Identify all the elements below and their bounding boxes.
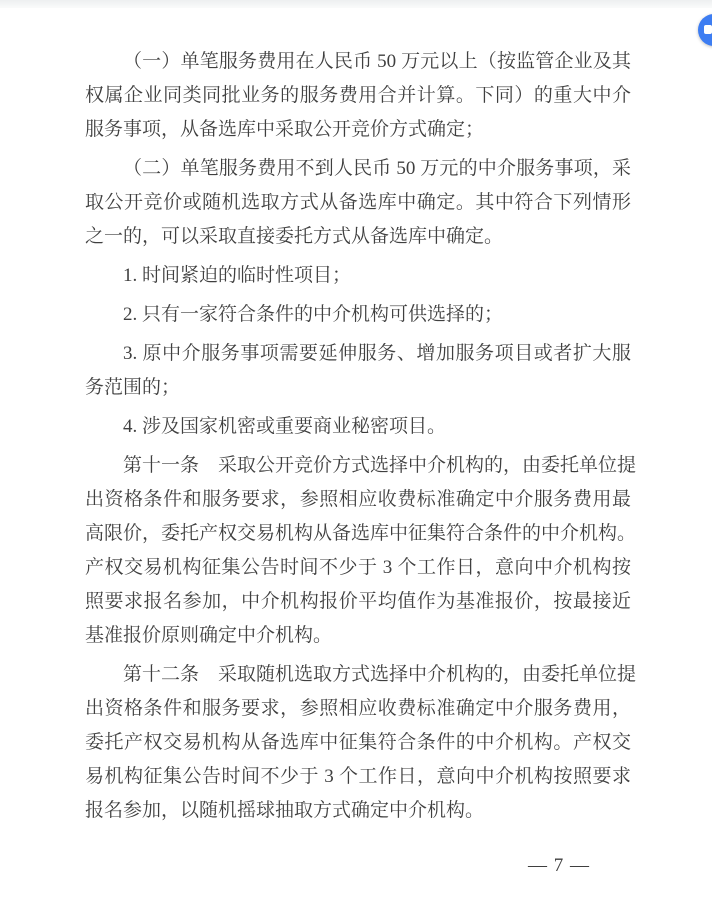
text-line: 3. 原中介服务事项需要延伸服务、增加服务项目或者扩大服 (123, 343, 631, 364)
widget-icon (704, 25, 712, 34)
paragraph (85, 658, 637, 828)
text-line: 第十二条 采取随机选取方式选择中介机构的，由委托单位提 (123, 664, 637, 685)
paragraph (85, 259, 631, 293)
paragraph (85, 152, 631, 254)
paragraph (85, 410, 631, 444)
text-line: 委托产权交易机构从备选库中征集符合条件的中介机构。产权交 (85, 732, 631, 753)
text-line: 易机构征集公告时间不少于 3 个工作日，意向中介机构按照要求 (85, 766, 631, 787)
text-line: （二）单笔服务费用不到人民币 50 万元的中介服务事项，采 (123, 158, 631, 179)
paragraph (85, 298, 631, 332)
text-line: 照要求报名参加，中介机构报价平均值作为基准报价，按最接近 (85, 591, 631, 612)
text-line: 之一的，可以采取直接委托方式从备选库中确定。 (85, 226, 504, 247)
paragraph (85, 337, 631, 405)
page-number: — 7 — (528, 855, 590, 876)
text-line: 产权交易机构征集公告时间不少于 3 个工作日，意向中介机构按 (85, 557, 631, 578)
text-line: 第十一条 采取公开竞价方式选择中介机构的，由委托单位提 (123, 455, 637, 476)
page-top-divider (0, 0, 712, 8)
floating-widget-button[interactable] (698, 14, 712, 46)
text-line: 权属企业同类同批业务的服务费用合并计算。下同）的重大中介 (85, 85, 631, 106)
text-line: 务范围的； (85, 377, 181, 398)
text-line: 基准报价原则确定中介机构。 (85, 625, 333, 646)
text-line: 出资格条件和服务要求，参照相应收费标准确定中介服务费用最 (85, 489, 631, 510)
text-line: 4. 涉及国家机密或重要商业秘密项目。 (123, 416, 447, 437)
text-line: 报名参加，以随机摇球抽取方式确定中介机构。 (85, 800, 485, 821)
text-line: 服务事项，从备选库中采取公开竞价方式确定； (85, 119, 485, 140)
paragraph (85, 449, 637, 653)
text-line: 1. 时间紧迫的临时性项目； (123, 265, 352, 286)
text-line: 2. 只有一家符合条件的中介机构可供选择的； (123, 304, 504, 325)
text-line: （一）单笔服务费用在人民币 50 万元以上（按监管企业及其 (123, 51, 631, 72)
text-line: 出资格条件和服务要求，参照相应收费标准确定中介服务费用， (85, 698, 631, 719)
document-body (85, 45, 637, 833)
text-line: 高限价，委托产权交易机构从备选库中征集符合条件的中介机构。 (85, 523, 637, 544)
text-line: 取公开竞价或随机选取方式从备选库中确定。其中符合下列情形 (85, 192, 631, 213)
paragraph (85, 45, 631, 147)
